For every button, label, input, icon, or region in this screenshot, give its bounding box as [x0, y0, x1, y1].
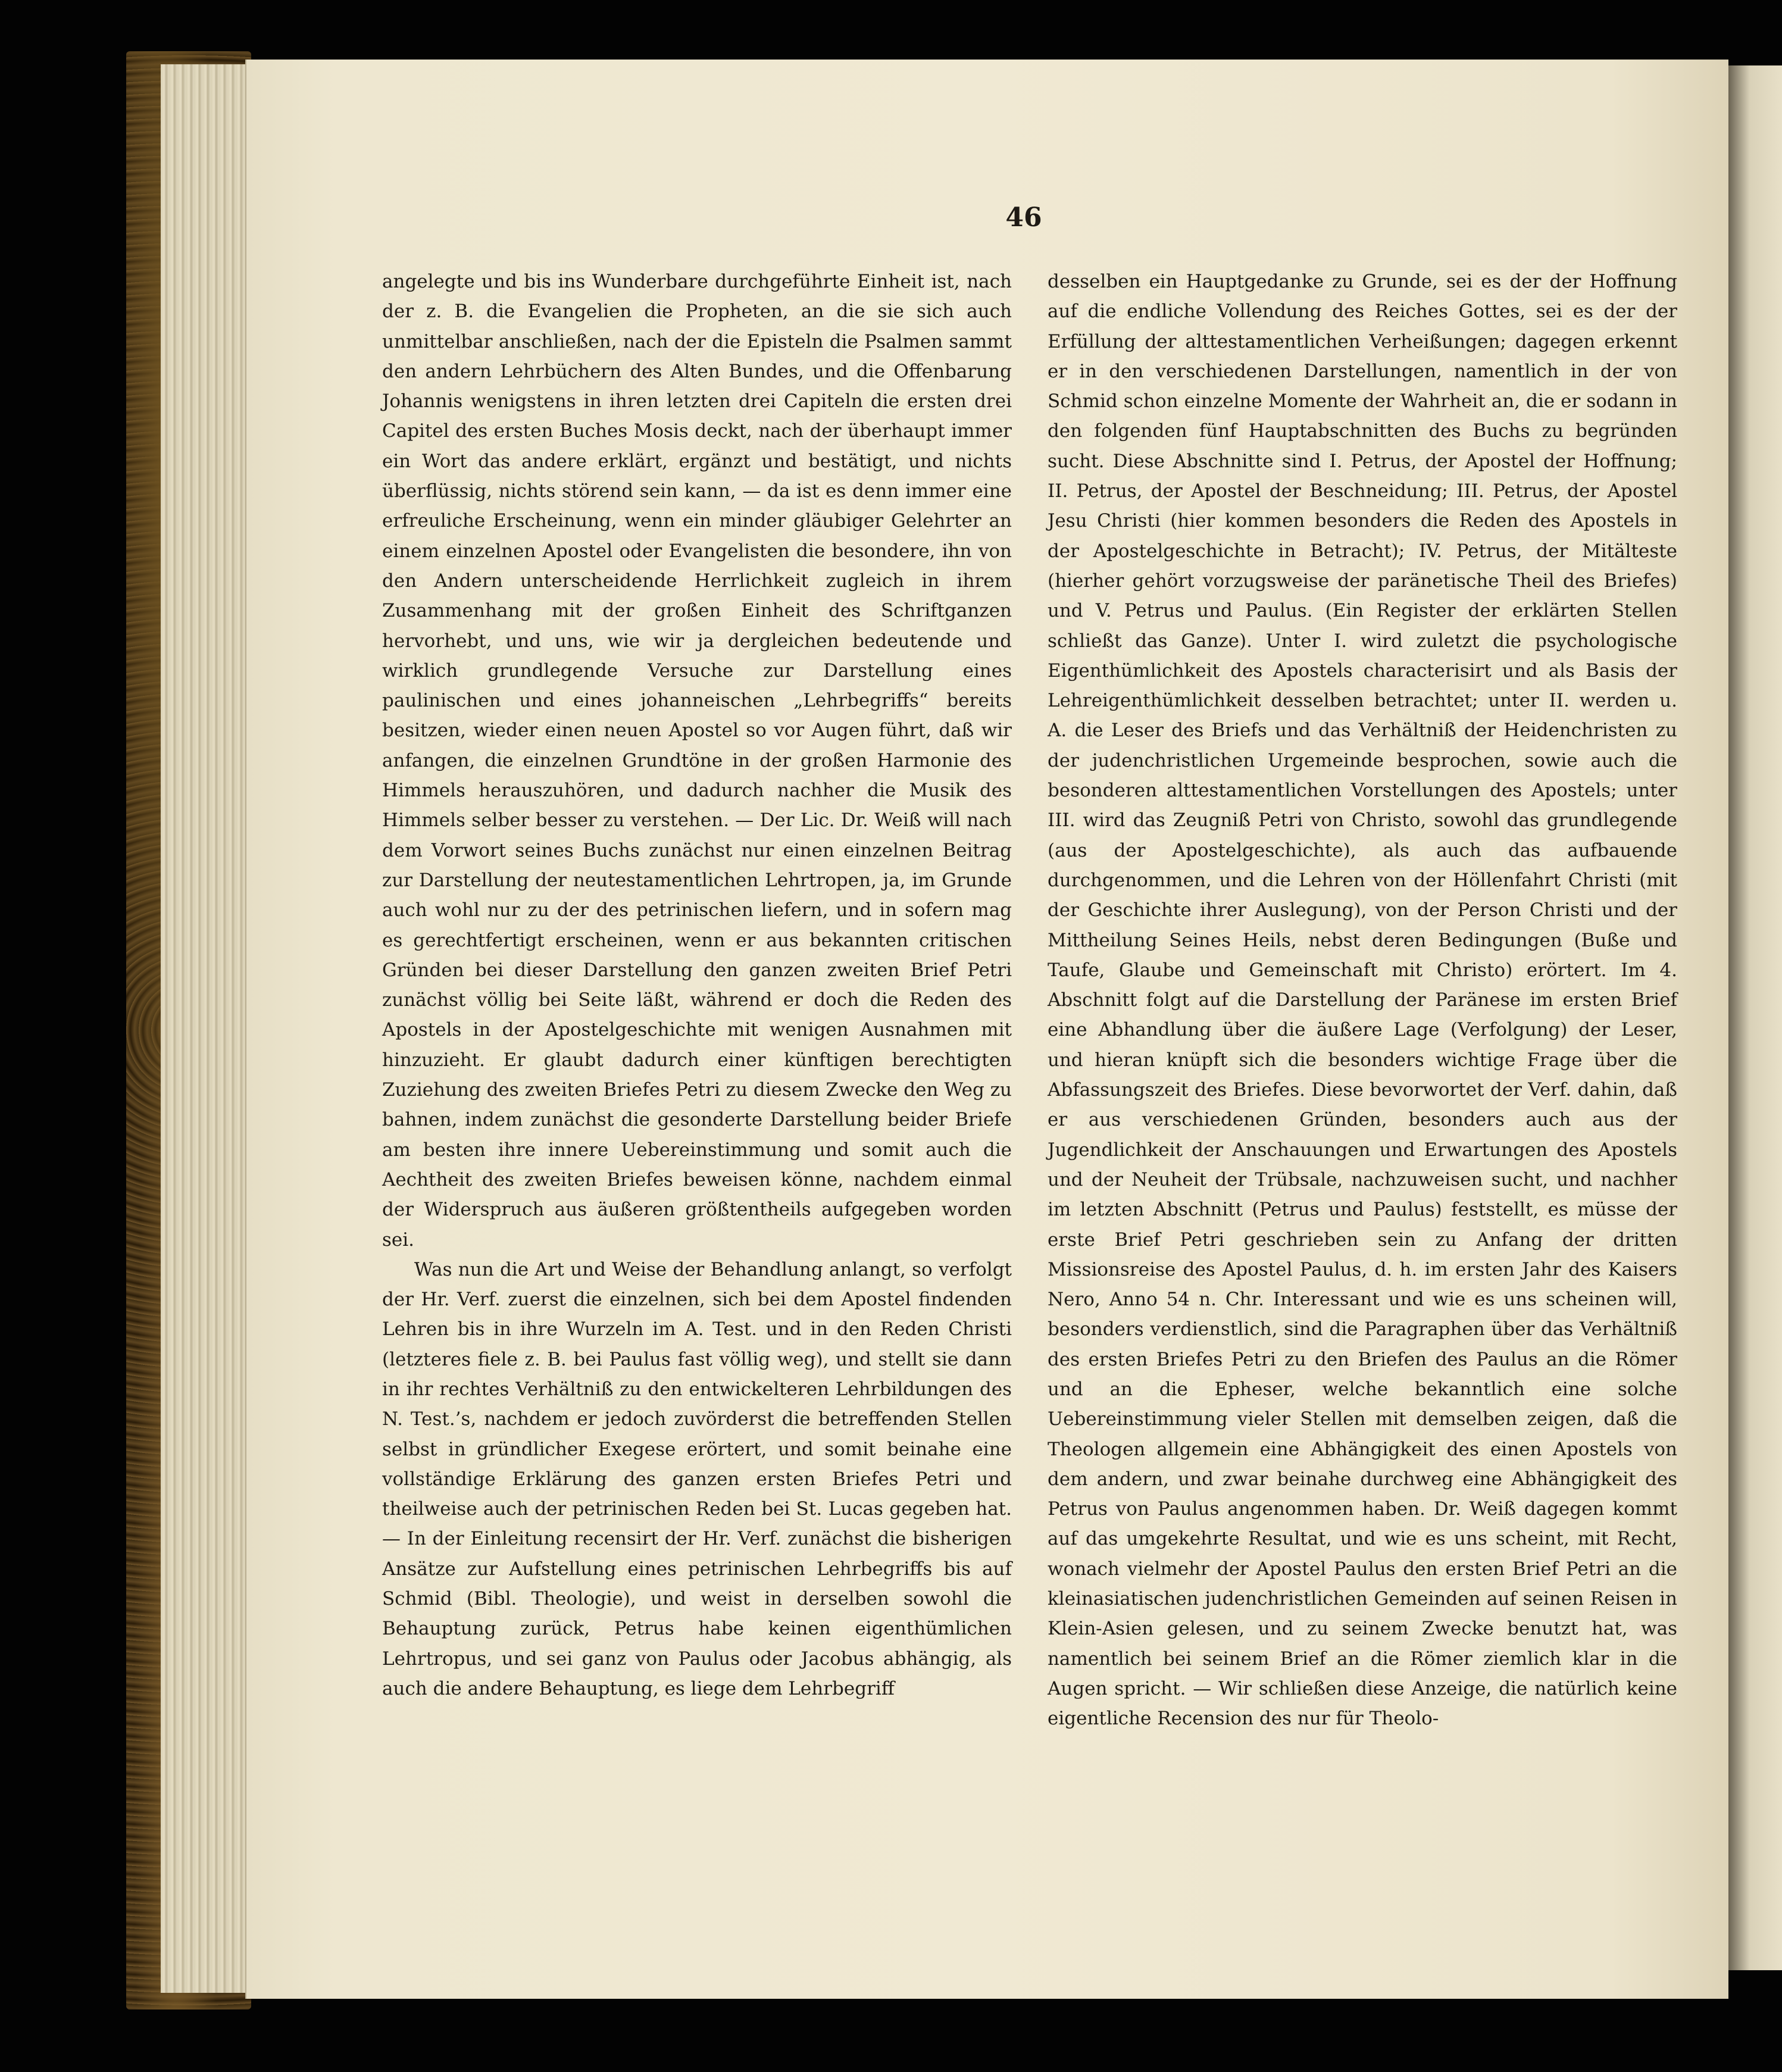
page-number: 46 [1005, 202, 1042, 233]
right-text-column [1048, 267, 1677, 1734]
paragraph: angelegte und bis ins Wunderbare durchgeführte Einheit ist, nach der z. B. die Evangelien die Propheten, an die sie sich auch unmittelbar anschließen, nach der die Episteln die Psalmen sammt den andern Lehrbüchern des Alten Bundes, und die Offenbarung Johannis wenigstens in ihren letzten drei Capiteln die ersten drei Capitel des ersten Buches Mosis deckt, nach der überhaupt immer ein Wort das andere erklärt, ergänzt und bestätigt, und nichts überflüssig, nichts störend sein kann, — da ist es denn immer eine erfreuliche Erscheinung, wenn ein minder gläubiger Gelehrter an einem einzelnen Apostel oder Evangelisten die besondere, ihn von den Andern unterscheidende Herrlichkeit zugleich in ihrem Zusammenhang mit der großen Einheit des Schriftganzen hervorhebt, und uns, wie wir ja dergleichen bedeutende und wirklich grundlegende Versuche zur Darstellung eines paulinischen und eines johanneischen „Lehrbegriffs“ bereits besitzen, wieder einen neuen Apostel so vor Augen führt, daß wir anfangen, die einzelnen Grundtöne in der großen Harmonie des Himmels herauszuhören, und dadurch nachher die Musik des Himmels selber besser zu verstehen. — Der Lic. Dr. Weiß will nach dem Vorwort seines Buchs zunächst nur einen einzelnen Beitrag zur Darstellung der neutestamentlichen Lehrtropen, ja, im Grunde auch wohl nur zu der des petrinischen liefern, und in sofern mag es gerechtfertigt erscheinen, wenn er aus bekannten critischen Gründen bei dieser Darstellung den ganzen zweiten Brief Petri zunächst völlig bei Seite läßt, während er doch die Reden des Apostels in der Apostelgeschichte mit wenigen Ausnahmen mit hinzuzieht. Er glaubt dadurch einer künftigen berechtigten Zuziehung des zweiten Briefes Petri zu diesem Zwecke den Weg zu bahnen, indem zunächst die gesonderte Darstellung beider Briefe am besten ihre innere Uebereinstimmung und somit auch die Aechtheit des zweiten Briefes beweisen könne, nachdem einmal der Widerspruch aus äußeren größtentheils aufgegeben worden sei. [382, 271, 1012, 1251]
paragraph: Was nun die Art und Weise der Behandlung anlangt, so verfolgt der Hr. Verf. zuerst die einzelnen, sich bei dem Apostel findenden Lehren bis in ihre Wurzeln im A. Test. und in den Reden Christi (letzteres fiele z. B. bei Paulus fast völlig weg), und stellt sie dann in ihr rechtes Verhältniß zu den entwickelteren Lehrbildungen des N. Test.’s, nachdem er jedoch zuvörderst die betreffenden Stellen selbst in gründlicher Exegese erörtert, und somit beinahe eine vollständige Erklärung des ganzen ersten Briefes Petri und theilweise auch der petrinischen Reden bei St. Lucas gegeben hat. — In der Einleitung recensirt der Hr. Verf. zunächst die bisherigen Ansätze zur Aufstellung eines petrinischen Lehrbegriffs bis auf Schmid (Bibl. Theologie), und weist in derselben sowohl die Behauptung zurück, Petrus habe keinen eigenthümlichen Lehrtropus, und sei ganz von Paulus oder Jacobus abhängig, als auch die andere Behauptung, es liege dem Lehrbegriff [382, 1258, 1012, 1699]
left-text-column [382, 267, 1012, 1704]
paragraph: desselben ein Hauptgedanke zu Grunde, sei es der der Hoffnung auf die endliche Vollendung des Reiches Gottes, sei es der der Erfüllung der alttestamentlichen Verheißungen; dagegen erkennt er in den verschiedenen Darstellungen, namentlich in der von Schmid schon einzelne Momente der Wahrheit an, die er sodann in den folgenden fünf Hauptabschnitten des Buchs zu begründen sucht. Diese Abschnitte sind I. Petrus, der Apostel der Hoffnung; II. Petrus, der Apostel der Beschneidung; III. Petrus, der Apostel Jesu Christi (hier kommen besonders die Reden des Apostels in der Apostelgeschichte in Betracht); IV. Petrus, der Mitälteste (hierher gehört vorzugsweise der paränetische Theil des Briefes) und V. Petrus und Paulus. (Ein Register der erklärten Stellen schließt das Ganze). Unter I. wird zuletzt die psychologische Eigenthümlichkeit des Apostels characterisirt und als Basis der Lehreigenthümlichkeit desselben betrachtet; unter II. werden u. A. die Leser des Briefs und das Verhältniß der Heidenchristen zu der judenchristlichen Urgemeinde besprochen, sowie auch die besonderen alttestamentlichen Vorstellungen des Apostels; unter III. wird das Zeugniß Petri von Christo, sowohl das grundlegende (aus der Apostelgeschichte), als auch das aufbauende durchgenommen, und die Lehren von der Höllenfahrt Christi (mit der Geschichte ihrer Auslegung), von der Person Christi und der Mittheilung Seines Heils, nebst deren Bedingungen (Buße und Taufe, Glaube und Gemeinschaft mit Christo) erörtert. Im 4. Abschnitt folgt auf die Darstellung der Paränese im ersten Brief eine Abhandlung über die äußere Lage (Verfolgung) der Leser, und hieran knüpft sich die besonders wichtige Frage über die Abfassungszeit des Briefes. Diese bevorwortet der Verf. dahin, daß er aus verschiedenen Gründen, besonders auch aus der Jugendlichkeit der Anschauungen und Erwartungen des Apostels und der Neuheit der Trübsale, nachzuweisen sucht, und nachher im letzten Abschnitt (Petrus und Paulus) feststellt, es müsse der erste Brief Petri geschrieben sein zu Anfang der dritten Missionsreise des Apostel Paulus, d. h. im ersten Jahr des Kaisers Nero, Anno 54 n. Chr. Interessant und wie es uns scheinen will, besonders verdienstlich, sind die Paragraphen über das Verhältniß des ersten Briefes Petri zu den Briefen des Paulus an die Römer und an die Epheser, welche bekanntlich eine solche Uebereinstimmung vieler Stellen mit demselben zeigen, daß die Theologen allgemein eine Abhängigkeit des einen Apostels von dem andern, und zwar beinahe durchweg eine Abhängigkeit des Petrus von Paulus angenommen haben. Dr. Weiß dagegen kommt auf das umgekehrte Resultat, und wie es uns scheint, mit Recht, wonach vielmehr der Apostel Paulus den ersten Brief Petri an die kleinasiatischen judenchristlichen Gemeinden auf seinen Reisen in Klein-Asien gelesen, und zu seinem Zwecke benutzt hat, was namentlich bei seinem Brief an die Römer ziemlich klar in die Augen spricht. — Wir schließen diese Anzeige, die natürlich keine eigentliche Recension des nur für Theolo- [1048, 271, 1677, 1730]
adjacent-page-edge [1728, 65, 1782, 1970]
